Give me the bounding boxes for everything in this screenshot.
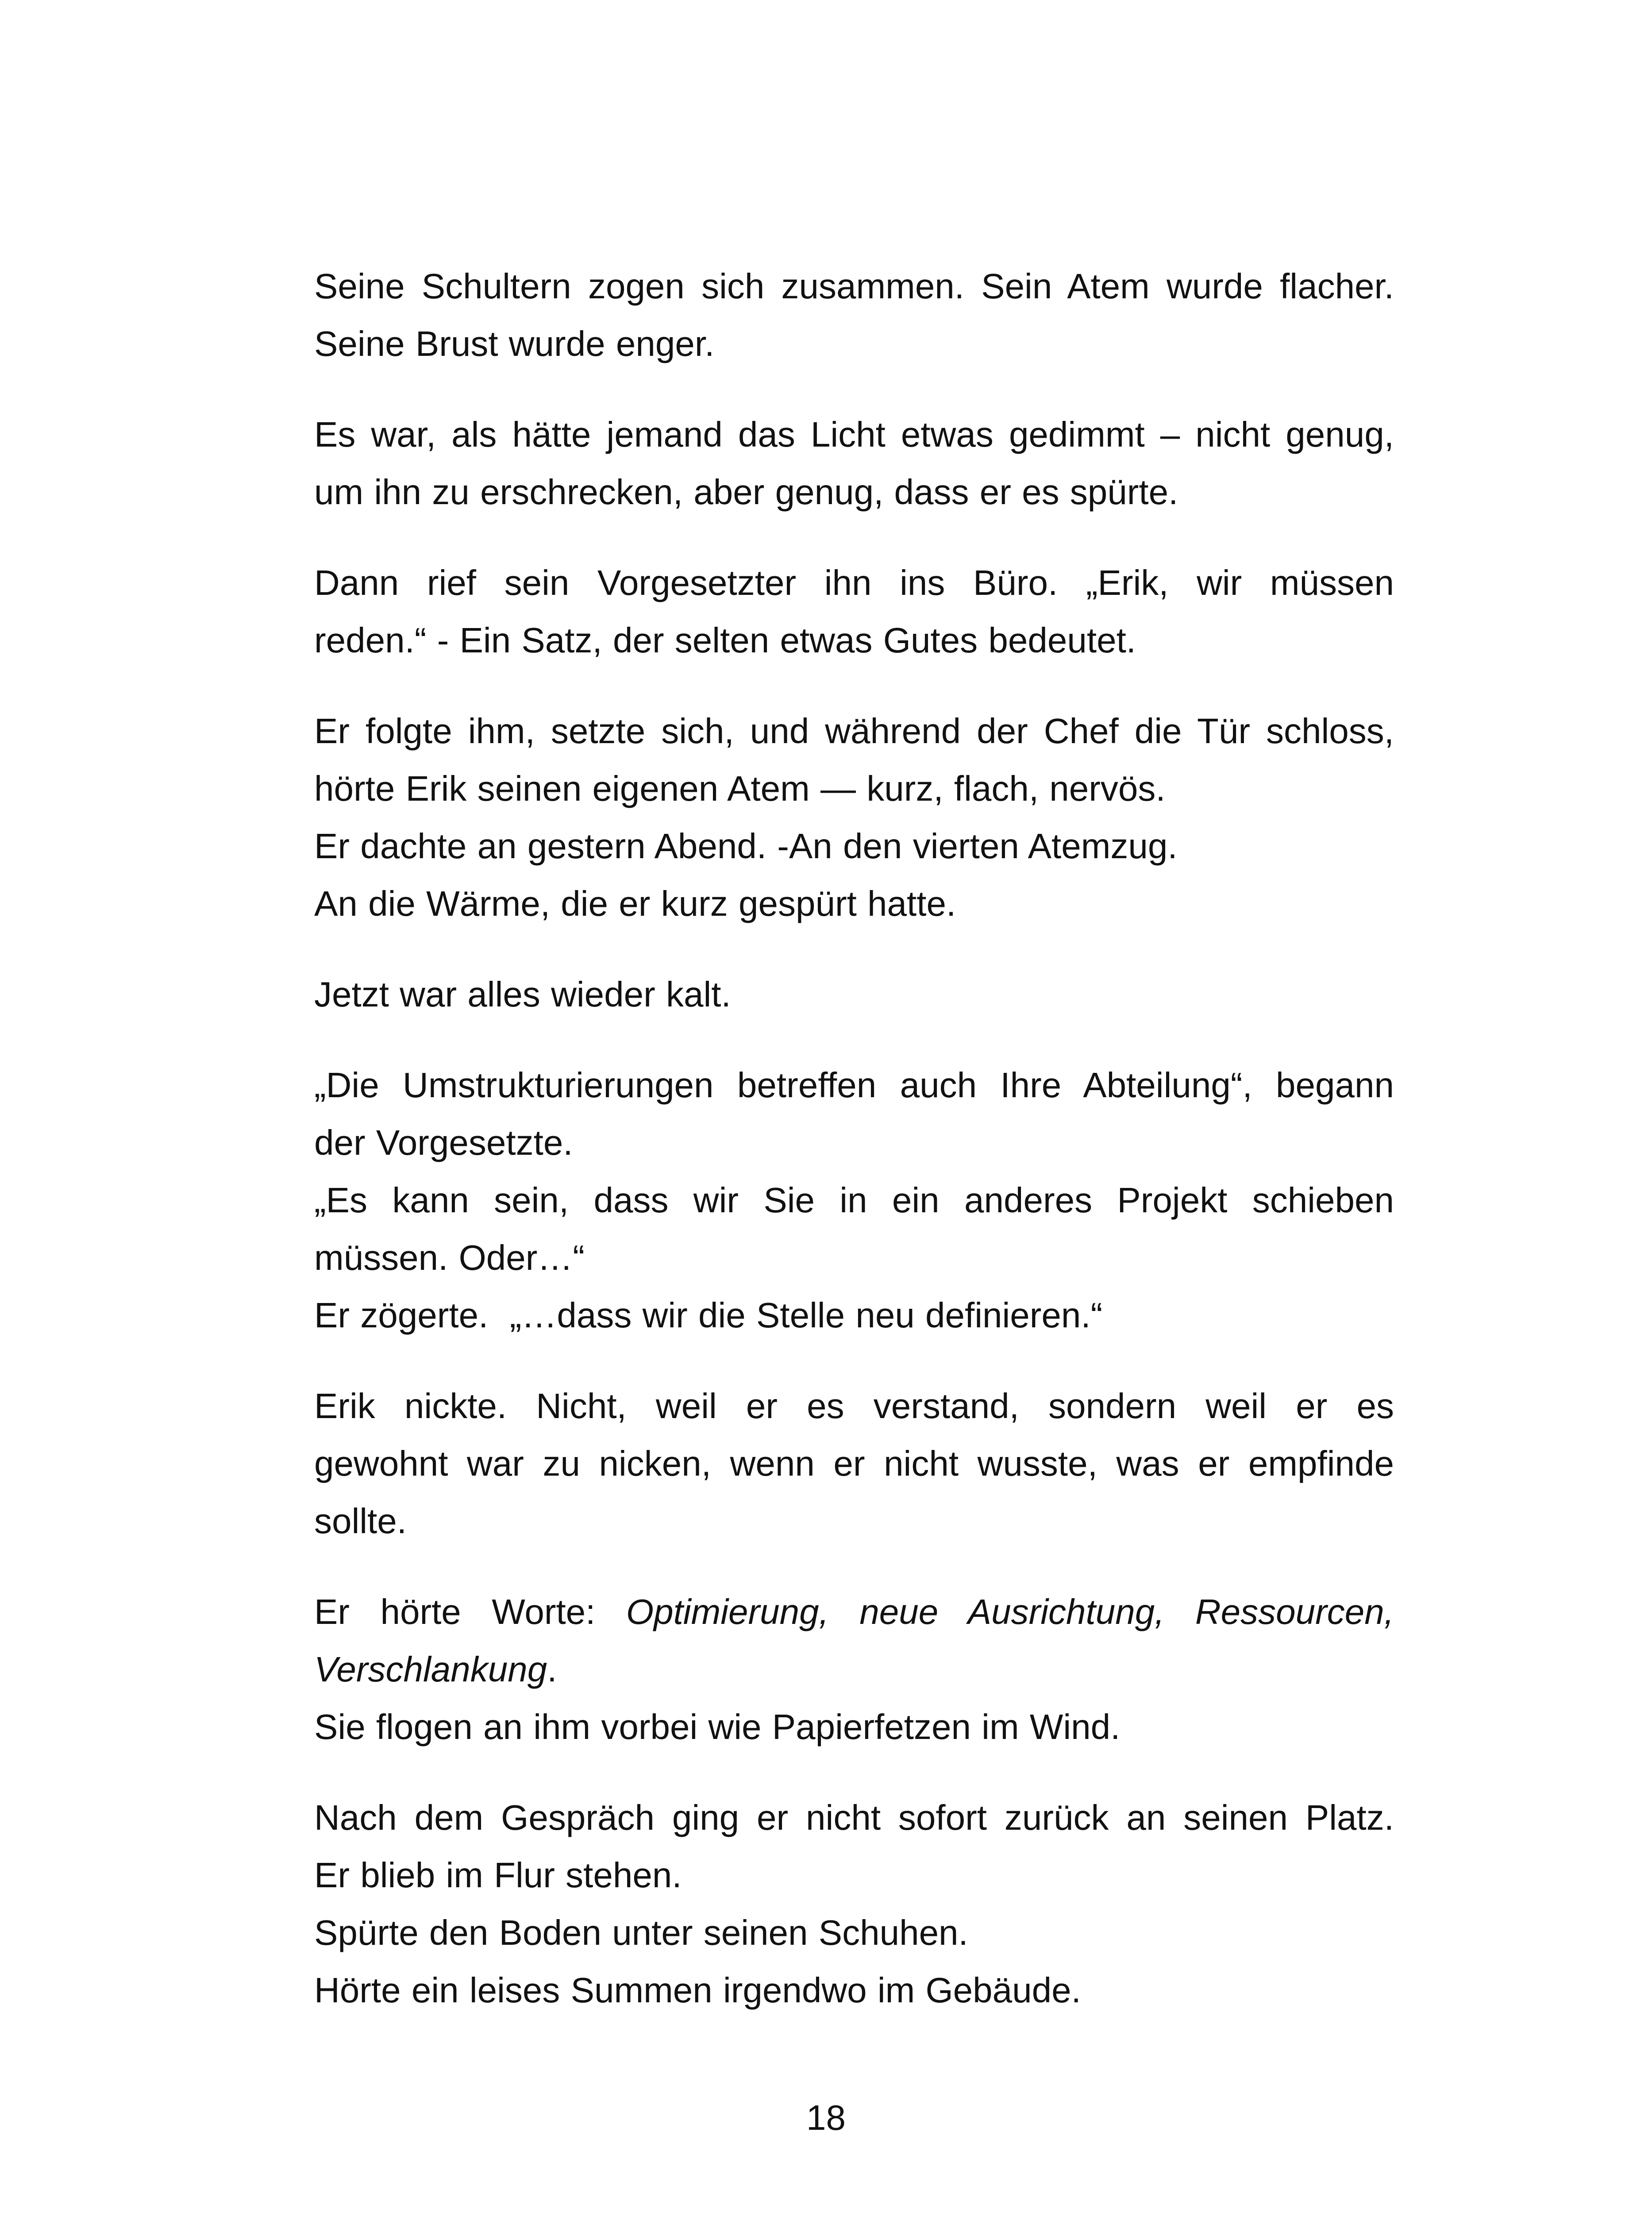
text-line: „Die Umstrukturierungen betreffen auch Ihre Abteilung“, begann [314,1065,1394,1105]
paragraph-6 [314,1056,1394,1344]
text-line: Sie flogen an ihm vorbei wie Papierfetzen im Wind. [314,1707,1121,1746]
paragraph-9 [314,1789,1394,2019]
text-line: Dann rief sein Vorgesetzter ihn ins Büro. „Erik, wir müssen [314,563,1394,602]
paragraph-5 [314,966,1394,1023]
text-line: sollte. [314,1501,407,1541]
text-span: . [547,1650,557,1689]
text-line: hörte Erik seinen eigenen Atem — kurz, flach, nervös. [314,769,1166,808]
text-line [314,1583,1394,1641]
text-line: Spürte den Boden unter seinen Schuhen. [314,1913,968,1952]
paragraph-7 [314,1377,1394,1550]
text-line: An die Wärme, die er kurz gespürt hatte. [314,884,956,923]
text-line: „Es kann sein, dass wir Sie in ein anderes Projekt schieben [314,1180,1394,1220]
page-number: 18 [806,2098,846,2137]
text-line: Seine Schultern zogen sich zusammen. Sein Atem wurde flacher. [314,266,1394,306]
text-line: müssen. Oder…“ [314,1238,585,1277]
text-line: um ihn zu erschrecken, aber genug, dass er es spürte. [314,472,1178,512]
text-line: Er zögerte. „…dass wir die Stelle neu definieren.“ [314,1295,1103,1335]
text-line: der Vorgesetzte. [314,1123,573,1162]
text-line: Jetzt war alles wieder kalt. [314,975,731,1014]
text-line: Er blieb im Flur stehen. [314,1855,682,1895]
body-text [314,258,1394,2052]
text-line: Erik nickte. Nicht, weil er es verstand, sondern weil er es [314,1386,1394,1426]
emphasized-term: Verschlankung [314,1650,547,1689]
paragraph-2 [314,406,1394,521]
text-line: Nach dem Gespräch ging er nicht sofort zurück an seinen Platz. [314,1798,1394,1837]
text-line: Er dachte an gestern Abend. -An den vierten Atemzug. [314,826,1178,866]
paragraph-8 [314,1583,1394,1756]
text-line: Er folgte ihm, setzte sich, und während der Chef die Tür schloss, [314,711,1394,751]
text-line: gewohnt war zu nicken, wenn er nicht wusste, was er empfinde [314,1444,1394,1483]
text-line: Hörte ein leises Summen irgendwo im Gebäude. [314,1970,1081,2010]
paragraph-4 [314,702,1394,933]
emphasized-terms: Optimierung, neue Ausrichtung, Ressourcen, [626,1592,1394,1631]
paragraph-3 [314,554,1394,669]
text-line: reden.“ - Ein Satz, der selten etwas Gutes bedeutet. [314,621,1136,660]
text-line: Es war, als hätte jemand das Licht etwas gedimmt – nicht genug, [314,415,1394,454]
text-span: Er hörte Worte: [314,1592,626,1631]
paragraph-1 [314,258,1394,373]
text-line: Seine Brust wurde enger. [314,324,715,363]
text-line [314,1641,1394,1698]
